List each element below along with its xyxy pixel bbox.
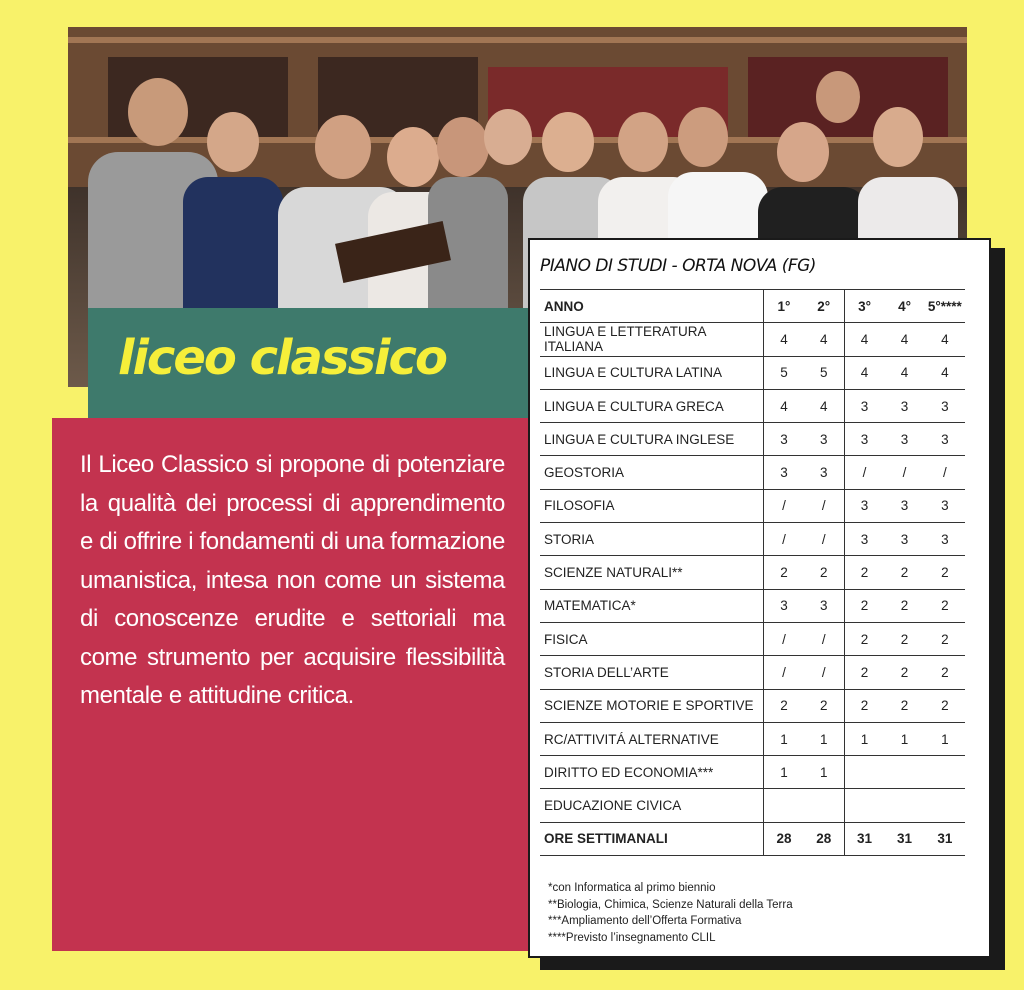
hours-cell: 3 — [804, 456, 844, 489]
hours-cell — [844, 789, 884, 822]
footnote: **Biologia, Chimica, Scienze Naturali della Terra — [548, 898, 793, 911]
hours-cell — [884, 756, 924, 789]
hours-cell: 3 — [884, 523, 924, 556]
hours-cell: 2 — [804, 689, 844, 722]
subject-cell: EDUCAZIONE CIVICA — [540, 789, 764, 822]
table-row — [540, 523, 965, 556]
hours-cell: 4 — [925, 356, 965, 389]
hours-cell: 4 — [764, 323, 804, 356]
hours-cell: 2 — [884, 556, 924, 589]
hours-cell: 2 — [925, 556, 965, 589]
hours-cell: 2 — [804, 556, 844, 589]
hours-cell: 1 — [804, 756, 844, 789]
hours-cell: 1 — [925, 722, 965, 755]
hours-cell: 4 — [844, 356, 884, 389]
table-row — [540, 489, 965, 522]
study-plan-card — [528, 238, 991, 958]
footnote: *con Informatica al primo biennio — [548, 882, 716, 894]
study-plan-table — [540, 289, 965, 856]
hours-cell: 4 — [804, 323, 844, 356]
subject-cell: DIRITTO ED ECONOMIA*** — [540, 756, 764, 789]
hours-cell: / — [804, 622, 844, 655]
hours-cell: 2 — [925, 689, 965, 722]
hours-cell: / — [804, 489, 844, 522]
hours-cell: / — [925, 456, 965, 489]
subject-cell: GEOSTORIA — [540, 456, 764, 489]
hours-cell: 1 — [804, 722, 844, 755]
subject-cell: LINGUA E CULTURA LATINA — [540, 356, 764, 389]
table-row — [540, 356, 965, 389]
subject-cell: FILOSOFIA — [540, 489, 764, 522]
hours-cell: 3 — [844, 489, 884, 522]
hours-cell: 3 — [764, 589, 804, 622]
subject-cell: LINGUA E CULTURA GRECA — [540, 389, 764, 422]
subject-cell: SCIENZE MOTORIE E SPORTIVE — [540, 689, 764, 722]
table-row — [540, 622, 965, 655]
hours-cell: 1 — [764, 722, 804, 755]
hours-cell: 2 — [884, 622, 924, 655]
hours-cell: 2 — [925, 589, 965, 622]
table-header-row — [540, 290, 965, 323]
subject-cell: ORE SETTIMANALI — [540, 822, 764, 855]
table-row — [540, 689, 965, 722]
table-row — [540, 722, 965, 755]
hours-cell: 3 — [844, 523, 884, 556]
hours-cell: 3 — [884, 423, 924, 456]
hours-cell: 4 — [844, 323, 884, 356]
hours-cell: 3 — [804, 423, 844, 456]
hours-cell: 3° — [844, 290, 884, 323]
hours-cell: 3 — [925, 523, 965, 556]
hours-cell: 1 — [844, 722, 884, 755]
table-total-row — [540, 822, 965, 855]
table-row — [540, 456, 965, 489]
hours-cell: 2 — [844, 622, 884, 655]
hours-cell: 31 — [844, 822, 884, 855]
hours-cell: 3 — [884, 489, 924, 522]
hours-cell: / — [804, 656, 844, 689]
footnote: ****Previsto l’insegnamento CLIL — [548, 931, 716, 944]
hours-cell: 4 — [764, 389, 804, 422]
hours-cell: 28 — [804, 822, 844, 855]
study-plan-notes — [548, 880, 793, 946]
hours-cell: 2 — [925, 656, 965, 689]
hours-cell: 4° — [884, 290, 924, 323]
subject-cell: FISICA — [540, 622, 764, 655]
hours-cell: 2 — [844, 589, 884, 622]
hours-cell — [925, 756, 965, 789]
hours-cell: 2 — [764, 556, 804, 589]
page-title: liceo classico — [118, 330, 446, 386]
hours-cell — [884, 789, 924, 822]
hours-cell: 2 — [925, 622, 965, 655]
hours-cell: 3 — [844, 389, 884, 422]
subject-cell: RC/ATTIVITÁ ALTERNATIVE — [540, 722, 764, 755]
hours-cell — [925, 789, 965, 822]
hours-cell: 3 — [925, 423, 965, 456]
hours-cell: / — [884, 456, 924, 489]
table-row — [540, 556, 965, 589]
table-row — [540, 656, 965, 689]
subject-cell: LINGUA E CULTURA INGLESE — [540, 423, 764, 456]
hours-cell: 4 — [925, 323, 965, 356]
hours-cell: 2 — [884, 589, 924, 622]
hours-cell: 2 — [764, 689, 804, 722]
table-row — [540, 789, 965, 822]
hours-cell: 2 — [884, 689, 924, 722]
hours-cell: 2 — [884, 656, 924, 689]
hours-cell: 2 — [844, 689, 884, 722]
hours-cell: 28 — [764, 822, 804, 855]
study-plan-body — [540, 290, 965, 856]
table-row — [540, 323, 965, 356]
hours-cell: 4 — [884, 323, 924, 356]
description-block — [52, 418, 528, 951]
hours-cell: 1° — [764, 290, 804, 323]
hours-cell: 5 — [804, 356, 844, 389]
subject-cell: ANNO — [540, 290, 764, 323]
hours-cell: 4 — [884, 356, 924, 389]
hours-cell: 3 — [764, 456, 804, 489]
hours-cell: / — [764, 523, 804, 556]
hours-cell: / — [844, 456, 884, 489]
subject-cell: STORIA DELL’ARTE — [540, 656, 764, 689]
study-plan-title: PIANO DI STUDI - ORTA NOVA (FG) — [540, 256, 816, 276]
subject-cell: SCIENZE NATURALI** — [540, 556, 764, 589]
hours-cell: 3 — [804, 589, 844, 622]
hours-cell: / — [764, 489, 804, 522]
hours-cell: 2° — [804, 290, 844, 323]
hours-cell — [804, 789, 844, 822]
hours-cell: 3 — [844, 423, 884, 456]
table-row — [540, 756, 965, 789]
subject-cell: LINGUA E LETTERATURA ITALIANA — [540, 323, 764, 356]
hours-cell — [764, 789, 804, 822]
hours-cell: 1 — [884, 722, 924, 755]
hours-cell: / — [764, 622, 804, 655]
hours-cell: / — [764, 656, 804, 689]
footnote: ***Ampliamento dell’Offerta Formativa — [548, 915, 742, 927]
table-row — [540, 423, 965, 456]
hours-cell: / — [804, 523, 844, 556]
hours-cell: 3 — [925, 389, 965, 422]
title-band — [88, 308, 533, 420]
table-row — [540, 589, 965, 622]
table-row — [540, 389, 965, 422]
hours-cell: 3 — [925, 489, 965, 522]
description-text: Il Liceo Classico si propone di potenziare la qualità dei processi di apprendimento e di offrire i fondamenti di una formazione umanistica, intesa non come un sistema di conoscenze erudite e settoriali ma come strumento per acquisire flessibilità mentale e attitudine critica. — [80, 451, 505, 709]
hours-cell: 3 — [884, 389, 924, 422]
hours-cell: 3 — [764, 423, 804, 456]
hours-cell: 2 — [844, 656, 884, 689]
hours-cell: 1 — [764, 756, 804, 789]
hours-cell: 2 — [844, 556, 884, 589]
hours-cell: 4 — [804, 389, 844, 422]
hours-cell: 5 — [764, 356, 804, 389]
hours-cell: 31 — [884, 822, 924, 855]
hours-cell: 5°**** — [925, 290, 965, 323]
subject-cell: MATEMATICA* — [540, 589, 764, 622]
hours-cell — [844, 756, 884, 789]
hours-cell: 31 — [925, 822, 965, 855]
subject-cell: STORIA — [540, 523, 764, 556]
